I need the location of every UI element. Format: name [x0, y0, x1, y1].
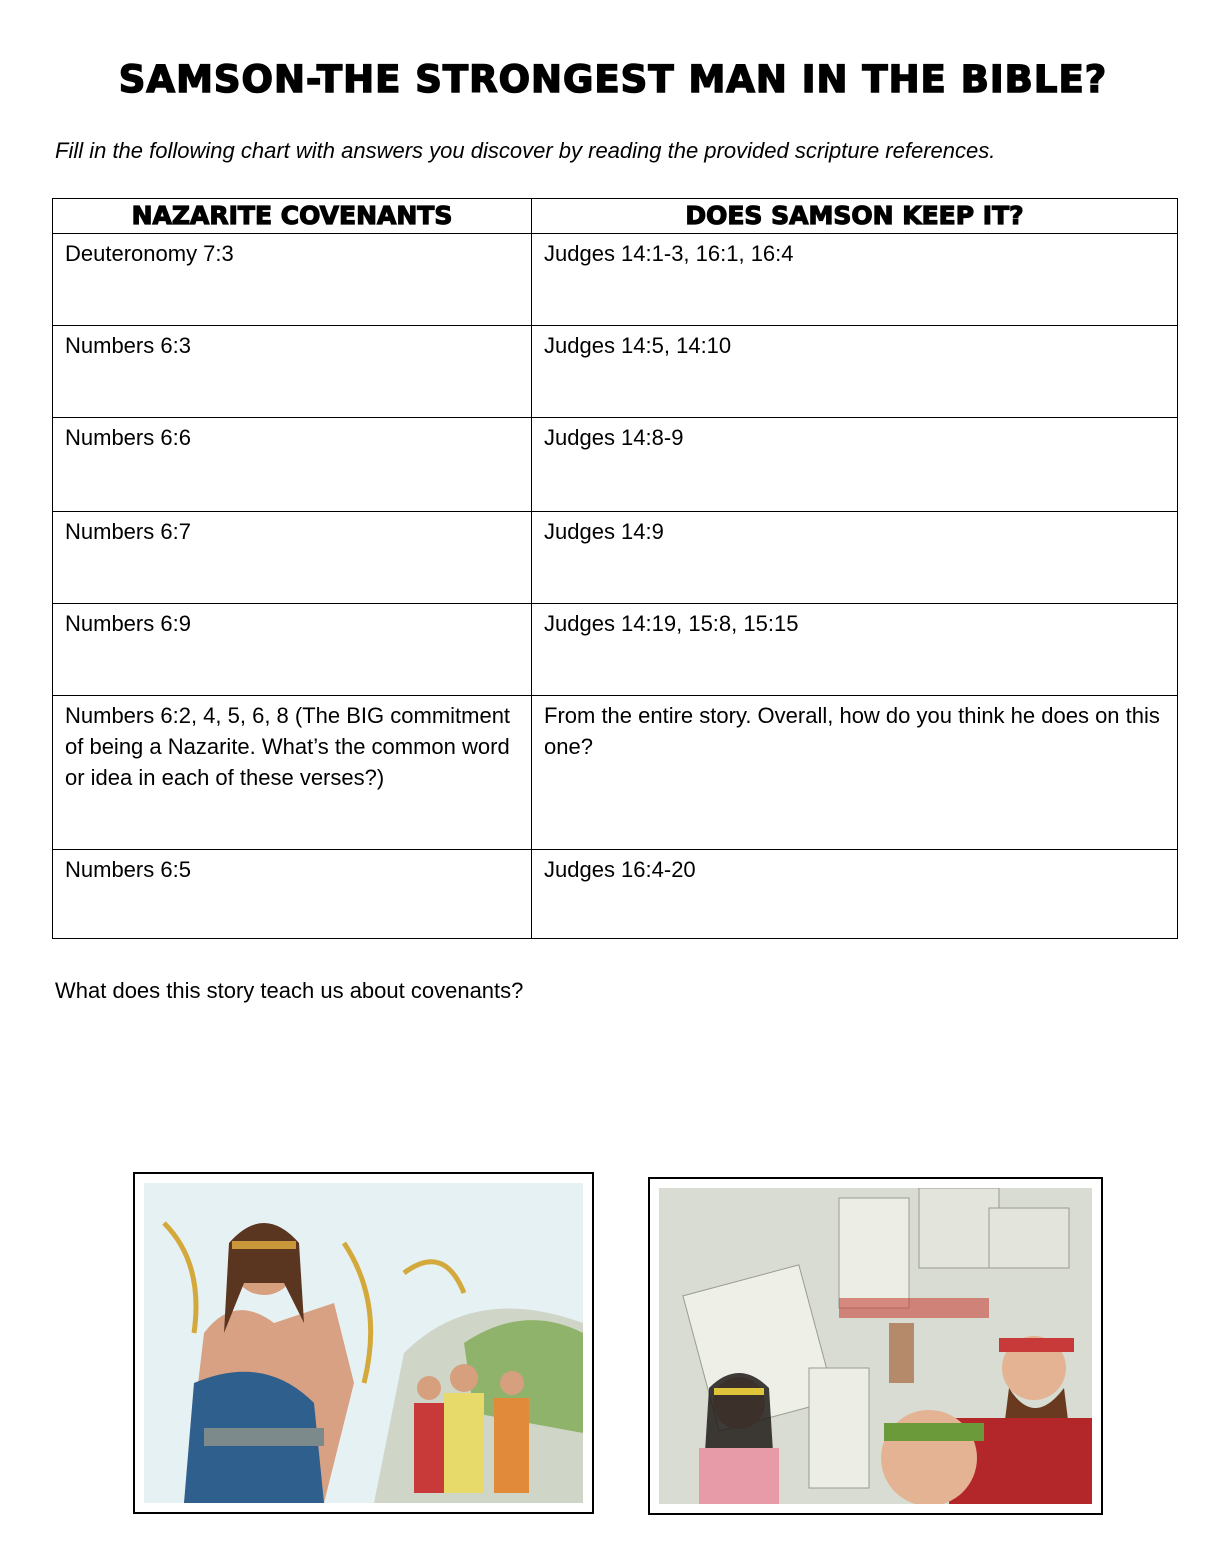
samson-cell: Judges 14:5, 14:10: [532, 326, 1178, 418]
table-row: [53, 512, 1178, 604]
table-row: [53, 850, 1178, 939]
covenant-table: [52, 198, 1178, 939]
samson-cell: Judges 14:9: [532, 512, 1178, 604]
covenant-cell: Numbers 6:5: [53, 850, 532, 939]
header-covenants: NAZARITE COVENANTS: [53, 199, 532, 234]
samson-breaking-ropes-illustration: [133, 1172, 594, 1514]
samson-cell: Judges 14:19, 15:8, 15:15: [532, 604, 1178, 696]
table-row: [53, 418, 1178, 512]
samson-cell: Judges 14:8-9: [532, 418, 1178, 512]
table-row: [53, 696, 1178, 850]
table-row: [53, 604, 1178, 696]
covenant-cell: Numbers 6:3: [53, 326, 532, 418]
covenant-cell: Deuteronomy 7:3: [53, 234, 532, 326]
samson-cell: Judges 14:1-3, 16:1, 16:4: [532, 234, 1178, 326]
samson-cell: Judges 16:4-20: [532, 850, 1178, 939]
table-header-row: [53, 199, 1178, 234]
covenant-cell: Numbers 6:6: [53, 418, 532, 512]
covenant-cell: Numbers 6:7: [53, 512, 532, 604]
header-samson: DOES SAMSON KEEP IT?: [532, 199, 1178, 234]
samson-cell: From the entire story. Overall, how do you think he does on this one?: [532, 696, 1178, 850]
table-row: [53, 234, 1178, 326]
samson-temple-collapse-illustration: [648, 1177, 1103, 1515]
instructions: Fill in the following chart with answers you discover by reading the provided scripture references.: [55, 138, 996, 163]
reflection-question: What does this story teach us about covenants?: [55, 978, 524, 1003]
covenant-cell: Numbers 6:2, 4, 5, 6, 8 (The BIG commitment of being a Nazarite. What’s the common word or idea in each of these verses?): [53, 696, 532, 850]
table-row: [53, 326, 1178, 418]
page-title: SAMSON-THE STRONGEST MAN IN THE BIBLE?: [118, 58, 1108, 101]
covenant-cell: Numbers 6:9: [53, 604, 532, 696]
